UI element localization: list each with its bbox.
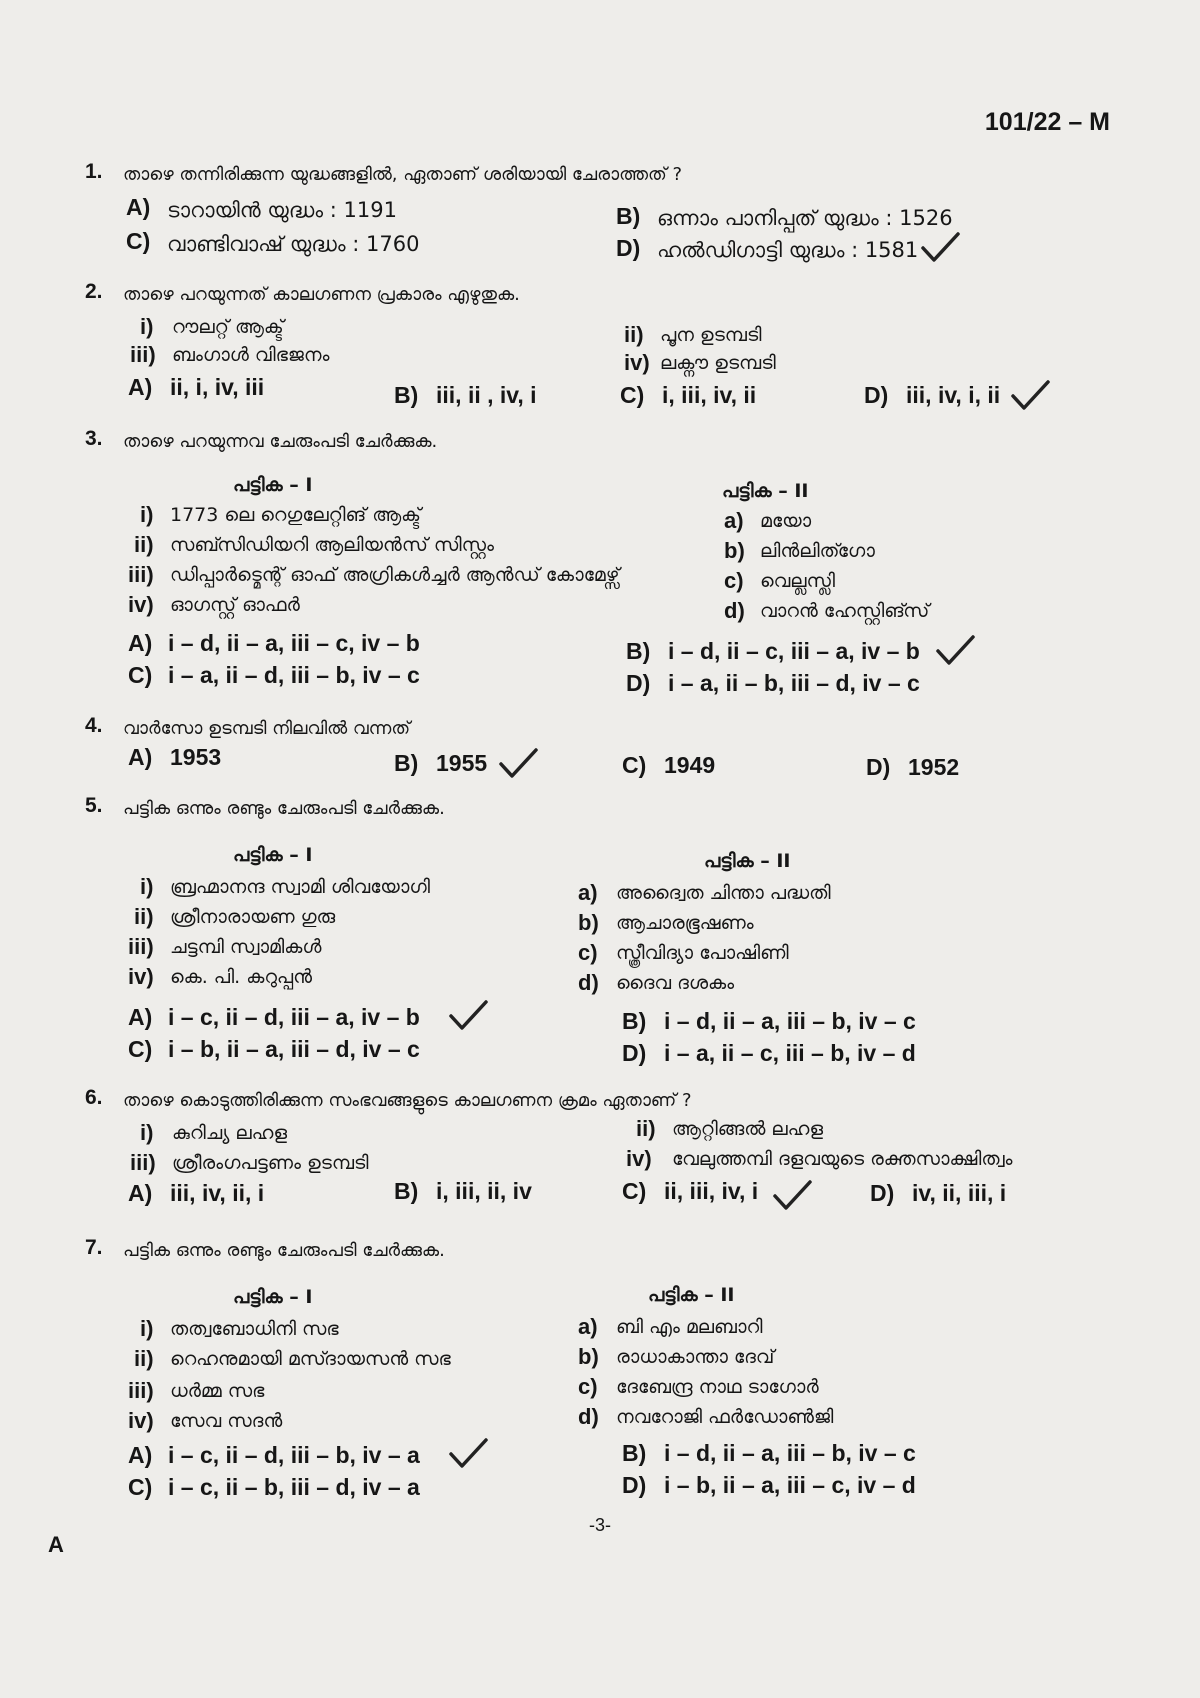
option-d: ഹൽഡിഗാട്ടി യുദ്ധം : 1581 <box>657 238 919 262</box>
item-label: d) <box>578 970 599 995</box>
item-label: iv) <box>624 350 650 375</box>
item-label: c) <box>578 940 598 965</box>
option-label: D) <box>626 670 651 696</box>
checkmark-icon <box>920 232 960 264</box>
item-i: 1773 ലെ റെഗുലേറ്റിങ് ആക്ട് <box>170 504 422 526</box>
option-c: വാണ്ടിവാഷ് യുദ്ധം : 1760 <box>167 232 420 256</box>
option-label: B) <box>394 382 419 408</box>
question-text: താഴെ തന്നിരിക്കുന്ന യുദ്ധങ്ങളിൽ, ഏതാണ് ശരിയായി ചേരാത്തത് ? <box>123 164 683 185</box>
option-a: i – c, ii – d, iii – b, iv – a <box>168 1442 420 1468</box>
option-d: iii, iv, i, ii <box>906 382 1001 408</box>
question-text: പട്ടിക ഒന്നും രണ്ടും ചേരുംപടി ചേർക്കുക. <box>123 798 445 819</box>
option-label: B) <box>394 750 419 776</box>
item-a: മയോ <box>760 510 812 532</box>
option-d: iv, ii, iii, i <box>912 1180 1007 1206</box>
option-b: i – d, ii – c, iii – a, iv – b <box>668 638 920 664</box>
question-number: 1. <box>85 160 103 183</box>
item-label: iv) <box>128 592 154 617</box>
item-i: കുറിച്യ ലഹള <box>172 1122 288 1144</box>
question-text: താഴെ പറയുന്നവ ചേരുംപടി ചേർക്കുക. <box>123 431 438 452</box>
item-label: a) <box>578 1314 598 1339</box>
question-number: 7. <box>85 1236 103 1259</box>
question-text: വാർസോ ഉടമ്പടി നിലവിൽ വന്നത് <box>123 718 411 739</box>
item-iv: ലക്നൗ ഉടമ്പടി <box>660 352 776 374</box>
option-label: B) <box>622 1440 647 1466</box>
item-iii: ചട്ടമ്പി സ്വാമികൾ <box>170 936 322 958</box>
option-d: i – b, ii – a, iii – c, iv – d <box>664 1472 916 1498</box>
option-c: 1949 <box>664 752 716 778</box>
item-label: iii) <box>128 562 154 587</box>
item-label: i) <box>140 1316 154 1341</box>
option-d: i – a, ii – c, iii – b, iv – d <box>664 1040 916 1066</box>
item-b: ലിൻലിത്ഗോ <box>760 540 875 562</box>
question-number: 6. <box>85 1086 103 1109</box>
column-2-heading: പട്ടിക – II <box>722 480 809 502</box>
option-a: 1953 <box>170 744 222 770</box>
option-b: i – d, ii – a, iii – b, iv – c <box>664 1008 916 1034</box>
option-d: i – a, ii – b, iii – d, iv – c <box>668 670 920 696</box>
item-label: i) <box>140 314 154 339</box>
item-label: d) <box>578 1404 599 1429</box>
option-label: A) <box>128 374 153 400</box>
checkmark-icon <box>1010 380 1050 412</box>
item-iv: സേവ സദൻ <box>170 1410 283 1432</box>
item-iv: കെ. പി. കറുപ്പൻ <box>170 966 313 988</box>
series-letter: A <box>48 1532 64 1557</box>
column-1-heading: പട്ടിക – I <box>233 1286 313 1308</box>
option-b: i – d, ii – a, iii – b, iv – c <box>664 1440 916 1466</box>
item-iii: ശ്രീരംഗപട്ടണം ഉടമ്പടി <box>172 1152 369 1174</box>
option-label: B) <box>616 203 641 229</box>
item-label: ii) <box>134 904 154 929</box>
item-ii: റെഹനുമായി മസ്ദായസൻ സഭ <box>170 1348 451 1370</box>
option-label: C) <box>128 1474 153 1500</box>
option-a: i – d, ii – a, iii – c, iv – b <box>168 630 420 656</box>
item-label: c) <box>578 1374 598 1399</box>
item-label: d) <box>724 598 745 623</box>
option-label: C) <box>622 752 647 778</box>
item-iii: ഡിപ്പാർട്മെന്റ് ഓഫ് അഗ്രികൾച്ചർ ആൻഡ് കോമേഴ്സ് <box>170 564 620 586</box>
option-a: i – c, ii – d, iii – a, iv – b <box>168 1004 420 1030</box>
item-ii: ശ്രീനാരായണ ഗുരു <box>170 906 336 928</box>
option-b: ഒന്നാം പാനിപ്പത് യുദ്ധം : 1526 <box>657 206 953 230</box>
option-c: i – b, ii – a, iii – d, iv – c <box>168 1036 420 1062</box>
item-iii: ബംഗാൾ വിഭജനം <box>172 344 330 366</box>
option-c: i, iii, iv, ii <box>662 382 757 408</box>
column-1-heading: പട്ടിക – I <box>233 474 313 496</box>
item-label: iii) <box>130 1150 156 1175</box>
option-label: A) <box>128 630 153 656</box>
option-label: A) <box>128 744 153 770</box>
option-label: A) <box>126 194 151 220</box>
item-d: വാറൻ ഹേസ്റ്റിങ്സ് <box>760 600 930 622</box>
option-label: A) <box>128 1004 153 1030</box>
item-ii: സബ്സിഡിയറി ആലിയൻസ് സിസ്റ്റം <box>170 534 494 556</box>
option-label: B) <box>394 1178 419 1204</box>
option-label: D) <box>616 235 641 261</box>
item-label: i) <box>140 502 154 527</box>
option-label: A) <box>128 1180 153 1206</box>
item-label: ii) <box>134 532 154 557</box>
item-label: a) <box>578 880 598 905</box>
checkmark-icon <box>448 1000 488 1032</box>
option-label: D) <box>622 1040 647 1066</box>
paper-code: 101/22 – M <box>984 108 1110 136</box>
option-label: C) <box>128 662 153 688</box>
item-iv: വേലുത്തമ്പി ദളവയുടെ രക്തസാക്ഷിത്വം <box>672 1148 1013 1170</box>
item-label: b) <box>578 910 599 935</box>
question-number: 5. <box>85 794 103 817</box>
item-label: iii) <box>128 1378 154 1403</box>
option-d: 1952 <box>908 754 960 780</box>
option-label: C) <box>128 1036 153 1062</box>
option-a: ii, i, iv, iii <box>170 374 265 400</box>
option-label: D) <box>866 754 891 780</box>
item-label: iv) <box>128 1408 154 1433</box>
item-label: i) <box>140 874 154 899</box>
option-a: iii, iv, ii, i <box>170 1180 265 1206</box>
item-a: ബി എം മലബാറി <box>616 1316 763 1338</box>
item-label: ii) <box>636 1116 656 1141</box>
option-c: i – a, ii – d, iii – b, iv – c <box>168 662 420 688</box>
option-c: ii, iii, iv, i <box>664 1178 759 1204</box>
item-label: iii) <box>128 934 154 959</box>
checkmark-icon <box>448 1438 488 1470</box>
question-text: താഴെ പറയുന്നത് കാലഗണന പ്രകാരം എഴുതുക. <box>123 284 520 305</box>
question-text: താഴെ കൊടുത്തിരിക്കുന്ന സംഭവങ്ങളുടെ കാലഗണന ക്രമം ഏതാണ് ? <box>123 1090 692 1111</box>
column-1-heading: പട്ടിക – I <box>233 844 313 866</box>
item-iii: ധർമ്മ സഭ <box>170 1380 265 1402</box>
option-label: D) <box>864 382 889 408</box>
option-b: i, iii, ii, iv <box>436 1178 532 1204</box>
item-c: വെല്ലസ്ലി <box>760 570 835 592</box>
option-label: B) <box>622 1008 647 1034</box>
item-label: ii) <box>134 1346 154 1371</box>
option-b: 1955 <box>436 750 488 776</box>
question-number: 3. <box>85 427 103 450</box>
option-a: ടാറായിൻ യുദ്ധം : 1191 <box>167 198 397 222</box>
option-label: C) <box>622 1178 647 1204</box>
option-label: B) <box>626 638 651 664</box>
option-c: i – c, ii – b, iii – d, iv – a <box>168 1474 420 1500</box>
page-number: -3- <box>589 1515 611 1535</box>
item-label: ii) <box>624 322 644 347</box>
option-label: D) <box>870 1180 895 1206</box>
checkmark-icon <box>935 635 975 667</box>
option-b: iii, ii , iv, i <box>436 382 537 408</box>
item-label: b) <box>578 1344 599 1369</box>
item-i: തത്വബോധിനി സഭ <box>170 1318 339 1340</box>
item-i: റൗലറ്റ് ആക്ട് <box>172 316 284 338</box>
item-d: നവറോജി ഫർഡോൺജി <box>616 1406 834 1428</box>
question-text: പട്ടിക ഒന്നും രണ്ടും ചേരുംപടി ചേർക്കുക. <box>123 1240 445 1261</box>
item-label: b) <box>724 538 745 563</box>
option-label: D) <box>622 1472 647 1498</box>
item-d: ദൈവ ദശകം <box>616 972 735 994</box>
item-label: a) <box>724 508 744 533</box>
item-b: ആചാരഭൂഷണം <box>616 912 754 934</box>
option-label: C) <box>126 228 151 254</box>
item-ii: ആറ്റിങ്ങൽ ലഹള <box>672 1118 824 1140</box>
column-2-heading: പട്ടിക – II <box>704 850 791 872</box>
question-number: 4. <box>85 714 103 737</box>
option-label: A) <box>128 1442 153 1468</box>
item-a: അദ്വൈത ചിന്താ പദ്ധതി <box>616 882 831 904</box>
item-c: ദേബേന്ദ്ര നാഥ ടാഗോർ <box>616 1376 819 1398</box>
column-2-heading: പട്ടിക – II <box>648 1284 735 1306</box>
question-number: 2. <box>85 280 103 303</box>
item-b: രാധാകാന്താ ദേവ് <box>616 1346 775 1368</box>
item-iv: ഓഗസ്റ്റ് ഓഫർ <box>170 594 300 616</box>
item-label: iv) <box>128 964 154 989</box>
option-label: C) <box>620 382 645 408</box>
item-c: സ്ത്രീവിദ്യാ പോഷിണി <box>616 942 789 964</box>
checkmark-icon <box>498 748 538 780</box>
item-i: ബ്രഹ്മാനന്ദ സ്വാമി ശിവയോഗി <box>170 876 430 898</box>
checkmark-icon <box>772 1180 812 1212</box>
item-label: iii) <box>130 342 156 367</box>
item-label: i) <box>140 1120 154 1145</box>
item-ii: പൂന ഉടമ്പടി <box>660 324 762 346</box>
item-label: iv) <box>626 1146 652 1171</box>
item-label: c) <box>724 568 744 593</box>
